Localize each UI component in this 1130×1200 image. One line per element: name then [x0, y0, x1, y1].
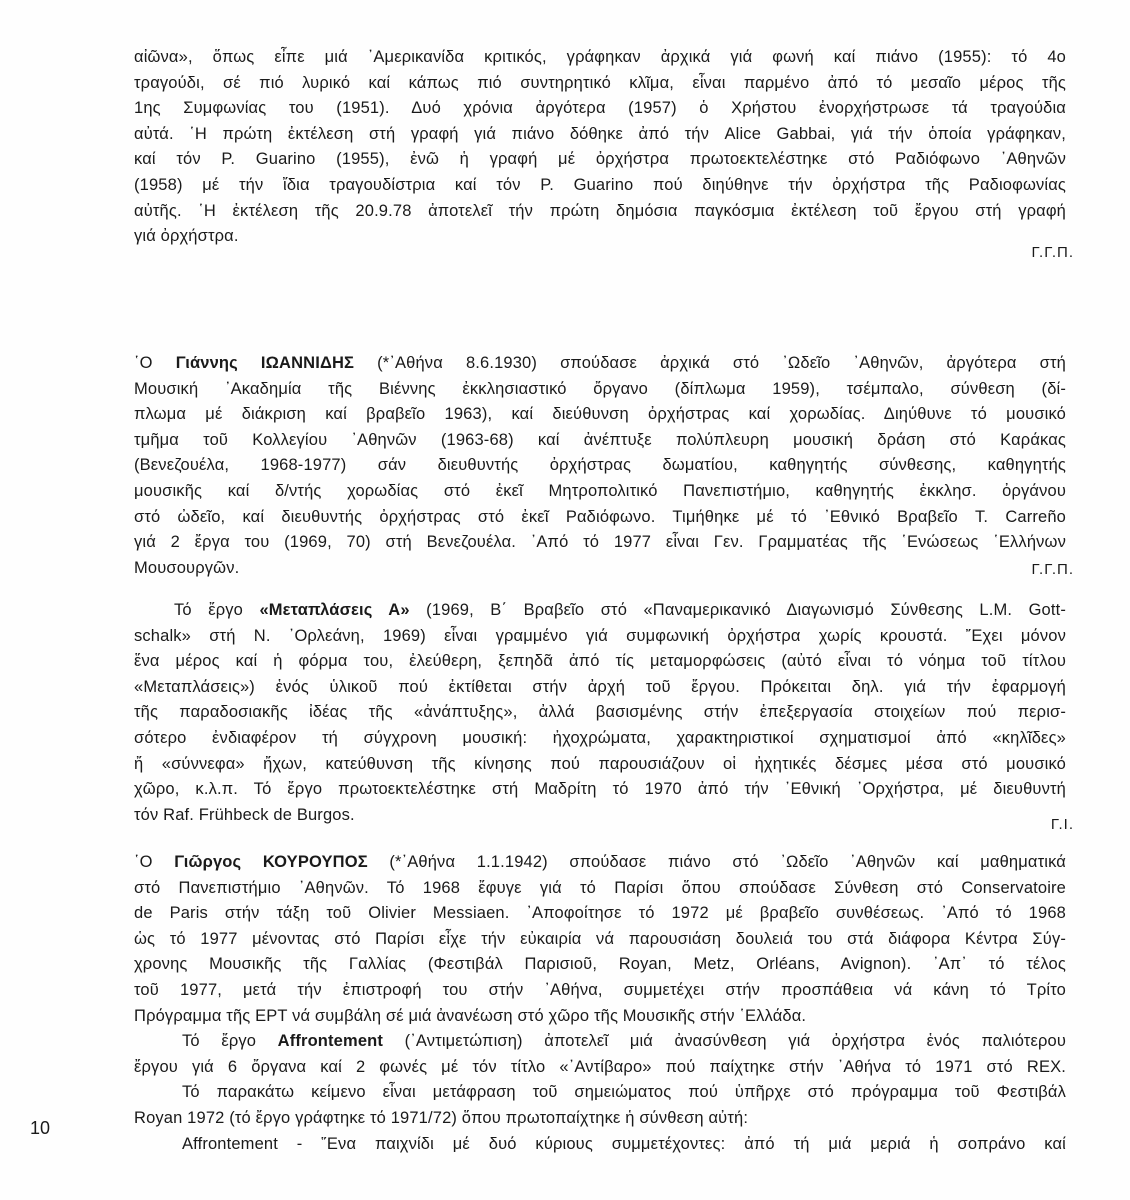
text-line: 1ης Συμφωνίας του (1951). Δυό χρόνια ἀργότερα (1957) ὁ Χρήστου ἐνορχήστρωσε τά τραγούδια	[134, 99, 1066, 118]
text-prefix: ῾Ο	[134, 853, 175, 871]
text-line: τόν Raf. Frühbeck de Burgos.	[134, 805, 355, 824]
text-line: (1958) μέ τήν ἴδια τραγουδίστρια καί τόν P. Guarino πού διηύθηνε τήν ὀρχήστρα τῆς Ραδιοφωνίας	[134, 175, 1066, 194]
text-line: αὐτά. ῾Η πρώτη ἐκτέλεση στή γραφή γιά πιάνο δόθηκε ἀπό τήν Alice Gabbai, γιά τήν ὁποία γράφηκαν,	[134, 124, 1066, 143]
text-prefix: Τό ἔργο	[174, 601, 260, 619]
text-line: (Βενεζουέλα, 1968-1977) σάν διευθυντής ὀρχήστρας δωματίου, καθηγητής σύνθεσης, καθηγητής	[134, 456, 1066, 475]
text-line: γιά 2 ἔργα του (1969, 70) στή Βενεζουέλα. ᾿Από τό 1977 εἶναι Γεν. Γραμματέας τῆς ῾Ενώσεως ῾Ελλήνων	[134, 533, 1066, 552]
signature-ggp-1: Γ.Γ.Π.	[1031, 244, 1074, 261]
text-line	[134, 1029, 1066, 1055]
text-line: τμῆμα τοῦ Κολλεγίου ᾿Αθηνῶν (1963-68) καί ἀνέπτυξε πολύπλευρη μουσική δράση στό Καράκας	[134, 430, 1066, 449]
text-line: ἕνα μέρος καί ἡ φόρμα του, ἐλεύθερη, ξεπηδᾶ ἀπό τίς μεταμορφώσεις (αὐτό εἶναι τό νόημα τοῦ τίτλου	[134, 652, 1066, 671]
text-line: μουσικῆς καί δ/ντής χορωδίας στό ἐκεῖ Μητροπολιτικό Πανεπιστήμιο, καθηγητής ἐκκλησ. ὀργάνου	[134, 481, 1066, 500]
text-line: ἤ «σύννεφα» ἤχων, κατεύθυνση τῆς κίνησης πού παρουσιάζουν οἱ ἠχητικές δέσμες μέσα στό μουσικό	[134, 754, 1066, 773]
text-line: καί τόν P. Guarino (1955), ἐνῶ ἡ γραφή μέ ὀρχήστρα πρωτοεκτελέστηκε στό Ραδιόφωνο ᾿Αθηνῶν	[134, 150, 1066, 169]
text-line: Μουσική ᾿Ακαδημία τῆς Βιέννης ἐκκλησιαστικό ὄργανο (δίπλωμα 1959), τσέμπαλο, σύνθεση (δί-	[134, 379, 1066, 398]
signature-gi: Γ.Ι.	[1050, 816, 1074, 833]
text-line: αὐτῆς. ῾Η ἐκτέλεση τῆς 20.9.78 ἀποτελεῖ τήν πρώτη δημόσια παγκόσμια ἐκτέλεση τοῦ ἔργου στή γραφή	[134, 201, 1066, 220]
work-title: «Μεταπλάσεις Α»	[259, 601, 410, 619]
ioannidis-biography	[134, 351, 1066, 581]
page-number: 10	[30, 1118, 51, 1138]
text-line: de Paris στήν τάξη τοῦ Olivier Messiaen. ᾿Αποφοίτησε τό 1972 μέ βραβεῖο συνθέσεως. ᾿Από τό 1968	[134, 904, 1066, 923]
composer-first-name: Γιάννης	[175, 354, 261, 372]
text-line: Τό παρακάτω κείμενο εἶναι μετάφραση τοῦ σημειώματος πού ὑπῆρχε στό πρόγραμμα τοῦ Φεστιβάλ	[182, 1083, 1066, 1102]
text-line: γιά ὀρχήστρα.	[134, 227, 239, 246]
text-line: χρονης Μουσικῆς τῆς Γαλλίας (Φεστιβάλ Παρισιοῦ, Royan, Metz, Orléans, Avignon). ᾿Απ᾿ τό τέλος	[134, 955, 1066, 974]
kouroupos-biography	[134, 850, 1066, 1157]
text-line: χῶρο, κ.λ.π. Τό ἔργο πρωτοεκτελέστηκε στή Μαδρίτη τό 1970 ἀπό τήν ᾿Εθνική ᾿Ορχήστρα, μέ διευθυντή	[134, 780, 1066, 799]
text-line: πλωμα μέ διάκριση καί βραβεῖο 1963), καί διεύθυνση ὀρχήστρας καί χορωδίας. Διηύθυνε τό μουσικό	[134, 405, 1066, 424]
text-rest: (*᾿Αθήνα 1.1.1942) σπούδασε πιάνο στό ᾿Ωδεῖο ᾿Αθηνῶν καί μαθηματικά	[367, 853, 1066, 871]
text-line: στό ὠδεῖο, καί διευθυντής ὀρχήστρας στό ἐκεῖ Ραδιόφωνο. Τιμήθηκε μέ τό ᾿Εθνικό Βραβεῖο T. Carreño	[134, 507, 1066, 526]
text-line: τραγούδι, σέ πιό λυρικό καί κάπως πιό συντηρητικό κλῖμα, εἶναι παρμένο ἀπό τό μεσαῖο μέρος τῆς	[134, 73, 1066, 92]
text-line: ὡς τό 1977 μένοντας στό Παρίσι εἶχε τήν εὐκαιρία νά παρουσιάση δουλειά του στά διάφορα Κέντρα Σύγ-	[134, 929, 1066, 948]
composer-last-name: ΙΩΑΝΝΙΔΗΣ	[260, 354, 355, 372]
text-line	[134, 598, 1066, 624]
text-line: Μουσουργῶν.	[134, 558, 240, 577]
text-rest: (᾿Αντιμετώπιση) ἀποτελεῖ μιά ἀνασύνθεση γιά ὀρχήστρα ἑνός παλιότερου	[383, 1032, 1066, 1051]
text-rest: (*᾿Αθήνα 8.6.1930) σπούδασε ἀρχικά στό ᾿Ωδεῖο ᾿Αθηνῶν, ἀργότερα στή	[354, 354, 1066, 372]
text-line: «Μεταπλάσεις») ἑνός ὑλικοῦ πού ἐκτίθεται στήν ἀρχή τοῦ ἔργου. Πρόκειται δηλ. γιά τήν ἐφαρμογή	[134, 677, 1066, 696]
signature-ggp-2: Γ.Γ.Π.	[1031, 561, 1074, 578]
text-line: ἔργου γιά 6 ὄργανα καί 2 φωνές μέ τόν τίτλο «᾿Αντίβαρο» πού παίχτηκε στήν ᾿Αθήνα τό 1971 στό REX.	[134, 1057, 1066, 1076]
text-line	[134, 850, 1066, 876]
text-line: Affrontement - ῞Ενα παιχνίδι μέ δυό κύριους συμμετέχοντες: ἀπό τή μιά μεριά ἡ σοπράνο καί	[182, 1134, 1066, 1153]
christou-paragraph	[134, 45, 1066, 250]
text-line: αἰῶνα», ὅπως εἶπε μιά ᾿Αμερικανίδα κριτικός, γράφηκαν ἀρχικά γιά φωνή καί πιάνο (1955): τό 4ο	[134, 48, 1066, 66]
text-line	[134, 351, 1066, 377]
work-title: Affrontement	[277, 1032, 384, 1051]
text-line: schalk» στή Ν. ᾿Ορλεάνη, 1969) εἶναι γραμμένο γιά συμφωνική ὀρχήστρα χωρίς κρουστά. ῎Εχει μόνον	[134, 626, 1066, 645]
composer-last-name: ΚΟΥΡΟΥΠΟΣ	[262, 853, 368, 871]
text-rest: (1969, Β΄ Βραβεῖο στό «Παναμερικανικό Διαγωνισμό Σύνθεσης L.M. Gott-	[409, 601, 1066, 619]
text-line: σότερο ἐνδιαφέρον τή σύγχρονη μουσική: ἠχοχρώματα, χαρακτηριστικοί σχηματισμοί ἀπό «κηλῖδες»	[134, 728, 1066, 747]
text-line: Πρόγραμμα τῆς ΕΡΤ νά συμβάλη σέ μιά ἀνανέωση στό χῶρο τῆς Μουσικῆς στήν ῾Ελλάδα.	[134, 1006, 807, 1025]
metaplaseis-paragraph	[134, 598, 1066, 828]
text-line: τοῦ 1977, μετά τήν ἐπιστροφή του στήν ᾿Αθήνα, συμμετέχει στήν προσπάθεια νά κάνη τό Τρίτο	[134, 980, 1066, 999]
text-prefix: Τό ἔργο	[182, 1032, 278, 1051]
text-line: στό Πανεπιστήμιο ᾿Αθηνῶν. Τό 1968 ἔφυγε γιά τό Παρίσι ὅπου σπούδασε Σύνθεση στό Conservatoire	[134, 878, 1066, 897]
composer-first-name: Γιῶργος	[174, 853, 263, 871]
text-prefix: ῾Ο	[134, 354, 176, 372]
text-line: τῆς παραδοσιακῆς ἰδέας τῆς «ἀνάπτυξης», ἀλλά βασισμένης στήν ἐπεξεργασία στοιχείων πού περισ-	[134, 703, 1066, 722]
text-line: Royan 1972 (τό ἔργο γράφτηκε τό 1971/72) ὅπου πρωτοπαίχτηκε ἡ σύνθεση αὐτή:	[134, 1108, 749, 1127]
